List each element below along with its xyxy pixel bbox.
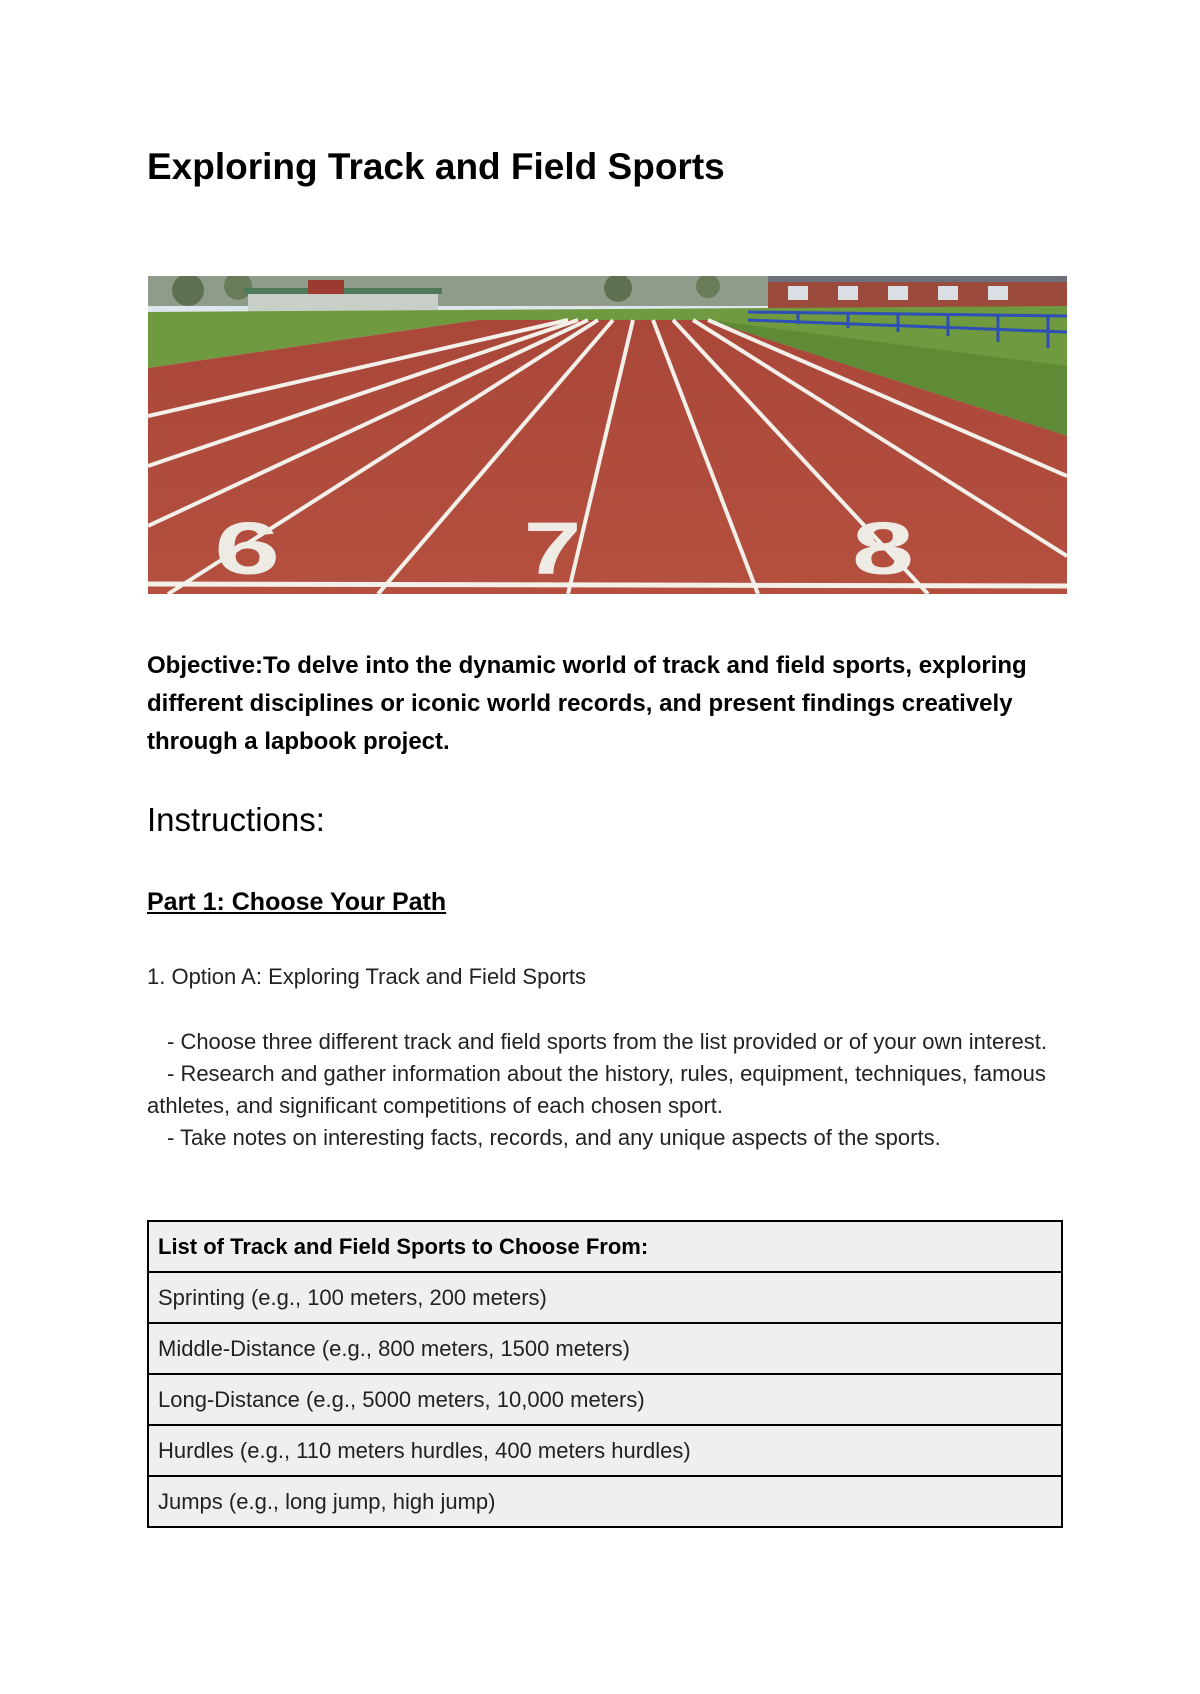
table-header-row bbox=[148, 1221, 1062, 1272]
objective-text: Objective:To delve into the dynamic world of track and field sports, exploring different disciplines or iconic world records, and present findings creatively through a lapbook project. bbox=[147, 652, 1027, 755]
running-track-photo bbox=[148, 276, 1067, 594]
option-a-text: 1. Option A: Exploring Track and Field Sports bbox=[147, 964, 587, 989]
table-cell: Sprinting (e.g., 100 meters, 200 meters) bbox=[148, 1272, 1062, 1323]
table-row bbox=[148, 1374, 1062, 1425]
lane-number: 6 bbox=[214, 507, 281, 590]
table-header: List of Track and Field Sports to Choose From: bbox=[148, 1221, 1062, 1272]
sports-list-table bbox=[147, 1220, 1063, 1528]
lane-number: 8 bbox=[852, 507, 914, 590]
table-cell: Jumps (e.g., long jump, high jump) bbox=[148, 1476, 1062, 1527]
lane-number: 7 bbox=[523, 508, 582, 591]
bullet-item: - Choose three different track and field sports from the list provided or of your own interest. bbox=[167, 1029, 1048, 1054]
instruction-bullets bbox=[147, 1026, 1067, 1154]
table-row bbox=[148, 1476, 1062, 1527]
part1-heading: Part 1: Choose Your Path bbox=[147, 888, 447, 916]
bullet-item: - Research and gather information about the history, rules, equipment, techniques, famous athletes, and significant competitions of each chosen sport. bbox=[147, 1061, 1046, 1118]
table-row bbox=[148, 1425, 1062, 1476]
instructions-heading: Instructions: bbox=[147, 801, 325, 838]
table-cell: Middle-Distance (e.g., 800 meters, 1500 meters) bbox=[148, 1323, 1062, 1374]
page-title: Exploring Track and Field Sports bbox=[147, 146, 725, 187]
table-row bbox=[148, 1323, 1062, 1374]
table-row bbox=[148, 1272, 1062, 1323]
table-cell: Long-Distance (e.g., 5000 meters, 10,000 meters) bbox=[148, 1374, 1062, 1425]
bullet-item: - Take notes on interesting facts, records, and any unique aspects of the sports. bbox=[167, 1125, 941, 1150]
table-cell: Hurdles (e.g., 110 meters hurdles, 400 meters hurdles) bbox=[148, 1425, 1062, 1476]
